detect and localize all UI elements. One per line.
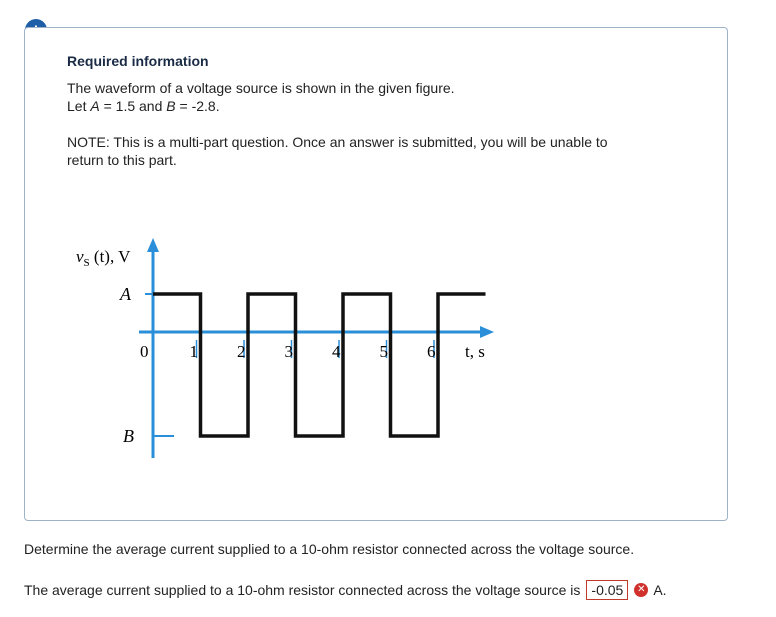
- x-tick-label-2: 2: [237, 342, 246, 361]
- x-axis-label: t, s: [465, 342, 485, 361]
- answer-unit: A.: [653, 582, 667, 598]
- x-tick-label-5: 5: [379, 342, 388, 361]
- info-title: Required information: [67, 53, 209, 69]
- value-b: = -2.8.: [175, 98, 220, 114]
- value-a: = 1.5 and: [99, 98, 167, 114]
- info-description: The waveform of a voltage source is shown in the given figure.: [67, 80, 455, 96]
- x-axis-arrow: [480, 326, 494, 338]
- values-prefix: Let: [67, 98, 91, 114]
- x-tick-label-1: 1: [189, 342, 198, 361]
- level-a-label: A: [120, 284, 131, 304]
- answer-line: [24, 580, 667, 600]
- note-line-1: NOTE: This is a multi-part question. Once an answer is submitted, you will be unable to: [67, 134, 608, 150]
- var-b: B: [166, 98, 176, 114]
- var-a: A: [90, 98, 100, 114]
- answer-input[interactable]: -0.05: [586, 580, 628, 600]
- x-tick-label-0: 0: [140, 342, 149, 361]
- y-axis-arrow: [147, 238, 159, 252]
- x-tick-label-3: 3: [284, 342, 293, 361]
- answer-prefix: The average current supplied to a 10-ohm resistor connected across the voltage source is: [24, 582, 581, 598]
- waveform-line: [153, 294, 486, 436]
- x-tick-label-6: 6: [427, 342, 436, 361]
- x-tick-label-4: 4: [332, 342, 341, 361]
- incorrect-icon: ✕: [634, 583, 648, 597]
- question-text: Determine the average current supplied to a 10-ohm resistor connected across the voltage source.: [24, 541, 635, 557]
- y-axis-label: $v_S$ (t), V: [76, 247, 131, 269]
- level-b-label: B: [123, 426, 134, 446]
- x-tick-marks: [197, 340, 435, 358]
- note-line-2: return to this part.: [67, 152, 177, 168]
